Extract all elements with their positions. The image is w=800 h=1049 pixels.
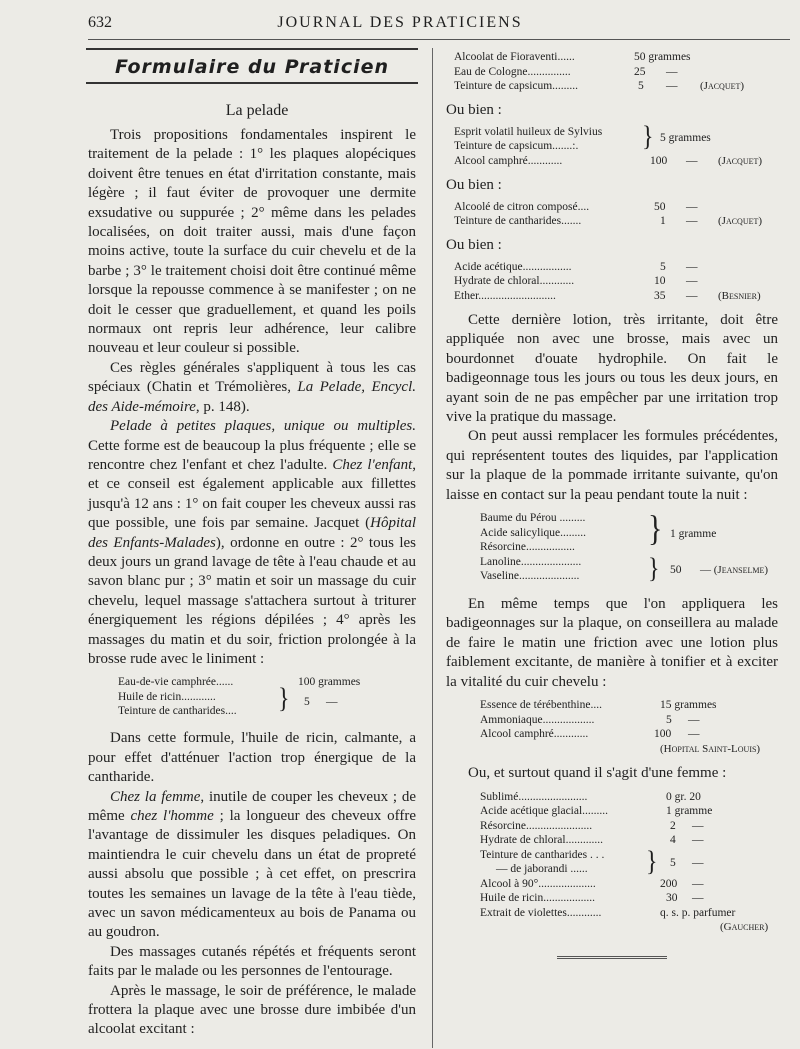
rx-row: Ammoniaque.................. 5 — <box>480 713 700 726</box>
alternative-label: Ou bien : <box>446 236 502 253</box>
rx-row: Sublimé........................ 0 gr. 20 <box>480 790 701 803</box>
rx-row: Hydrate de chloral............ 10 — <box>454 275 698 287</box>
rx-row: Baume du Pérou ......... <box>480 512 586 525</box>
left-column <box>88 48 416 1040</box>
rx-row: Alcool camphré............ 100 — (Jacquet) <box>454 154 763 167</box>
prescription <box>454 200 778 229</box>
rx-row: Lanoline..................... <box>480 555 582 568</box>
rx-row: Résorcine....................... 2 — <box>480 819 704 832</box>
page-header <box>0 14 800 36</box>
paragraph: En même temps que l'on appliquera les badigeonnages sur la plaque, on conseillera au malade de faire le matin une friction avec une lotion plus faiblement excitante, de manière à tonifier et à exciter la vitalité du cuir chevelu : <box>446 596 778 690</box>
rx-row: Eau de Cologne............... 25 — <box>454 65 678 78</box>
rx-row: Teinture de capsicum.......:. <box>454 140 579 152</box>
rx-row: Teinture de cantharides . . . <box>480 848 605 861</box>
rx-row: Eau-de-vie camphrée...... 100 grammes <box>118 676 361 689</box>
rx-row: Alcool camphré............ 100 — <box>480 728 700 741</box>
rx-row: Esprit volatil huileux de Sylvius <box>454 125 603 138</box>
rx-author: (Gaucher) <box>720 921 769 933</box>
article-subtitle: La pelade <box>225 102 289 119</box>
paragraph: Ou, et surtout quand il s'agit d'une femme : <box>468 765 727 782</box>
rx-row: Alcoolé de citron composé.... 50 — <box>454 200 698 213</box>
paragraph: Dans cette formule, l'huile de ricin, calmante, a pour effet d'atténuer l'action trop énergique de la cantharide. <box>88 730 416 786</box>
paragraph: Trois propositions fondamentales inspirent le traitement de la pelade : 1° les plaques alopéciques doivent être tenues en état d'irritation constante, mais légère ; il faut éviter de provoquer une dermite exsudative ou suppurée ; 2° même dans les pelades localisées, on doit traiter aussi, mais d'une façon moins active, toute la surface du cuir chevelu et de la barbe ; 3° le traitement choisi doit être continué même lorsque la repousse commence à se manifester ; on ne doit le cesser que graduellement, et quand les poils normaux ont repris leur adhérence, leur calibre nouveau et leur couleur si possible. <box>88 127 416 357</box>
rx-row: Huile de ricin............ <box>118 690 216 703</box>
rx-row: Extrait de violettes............ q. s. p. parfumer <box>480 906 736 919</box>
section-title: Formulaire du Praticien <box>86 48 418 84</box>
rx-row: Alcool à 90°.................... 200 — <box>480 877 704 890</box>
page-number: 632 <box>88 14 112 31</box>
paragraph: Après le massage, le soir de préférence, le malade frottera la plaque avec une brosse dure imbibée d'un alcoolat excitant : <box>88 982 416 1038</box>
header-rule <box>88 39 790 40</box>
prescription: Esprit volatil huileux de Sylvius Teinture de capsicum.......:. } 5 grammes Alcool camphré............ 100 — (Jacquet) <box>454 125 778 169</box>
rx-row: Acide acétique................. 5 — <box>454 260 698 273</box>
prescription <box>454 50 778 94</box>
rx-row: — de jaborandi ...... <box>496 863 588 875</box>
column-divider <box>432 48 433 1048</box>
prescription <box>480 698 778 756</box>
paragraph: Pelade à petites plaques, unique ou multiples. Cette forme est de beaucoup la plus fréquente ; elle se rencontre chez l'enfant et chez l'adulte. Chez l'enfant, et ce conseil est également applicable aux fillettes jusqu'à 12 ans : 1° on fait couper les cheveux aussi ras que possible, une fois par semaine. Jacquet (Hôpital des Enfants-Malades), ordonne en outre : 2° tous les deux jours un grand lavage de tête à l'eau chaude et au savon blanc pur ; 3° matin et soir un massage du cuir chevelu, lequel massage s'attachera surtout à triturer énergiquement les régions dépilées ; 4° après les massages du matin et du soir, friction prolongée à la brosse rude avec le liniment : <box>88 418 417 667</box>
rx-row: Alcoolat de Fioraventi...... 50 grammes <box>454 51 691 63</box>
paragraph: Ces règles générales s'appliquent à tous les cas spéciaux (Chatin et Trémolières, La Pelade, Encycl. des Aide-mémoire, p. 148). <box>88 359 416 415</box>
rx-row: Hydrate de chloral............. 4 — <box>480 834 704 846</box>
rx-row: Acide salicylique......... <box>480 526 587 539</box>
rx-row: Acide acétique glacial......... 1 gramme <box>480 805 713 817</box>
paragraph: On peut aussi remplacer les formules précédentes, qui représentent toutes des liquides, par l'application sur la plaque de la pommade irritante suivante, qu'on laisse en contact sur la peau pendant toute la nuit : <box>446 428 778 503</box>
prescription: Sublimé........................ 0 gr. 20 Acide acétique glacial......... 1 gramme Résorcine....................... 2 — Hydrate de chloral............. 4 — Teinture de cantharides . . . — de jaborandi ...... } 5 — Alcool à 90°.................... 200 — Huile de ricin.................. 30 — Extrait de violettes............ q. s. p. parfumer (Gaucher) <box>480 790 778 936</box>
rx-row: Teinture de cantharides.... <box>118 705 237 718</box>
rx-author: (Hopital Saint-Louis) <box>660 742 761 755</box>
prescription-pommade: Baume du Pérou ......... Acide salicylique......... Résorcine................. Lanoline..................... Vaseline..................... } 1 gramme } 50 — (Jeanselme) <box>480 511 778 587</box>
end-rule <box>557 956 667 962</box>
prescription <box>454 260 778 304</box>
rx-row: Teinture de cantharides....... 1 — (Jacquet) <box>454 215 763 227</box>
right-column <box>446 48 778 962</box>
paragraph: Des massages cutanés répétés et fréquents seront faits par le malade ou les personnes de l'entourage. <box>88 943 416 980</box>
paragraph: Cette dernière lotion, très irritante, doit être appliquée non avec une brosse, mais avec un bourdonnet d'ouate hydrophile. On fait le badigeonnage tous les jours ou tous les deux jours, en ayant soin de ne pas empêcher par une irritation trop vive la pratique du massage. <box>446 312 778 426</box>
rx-row: Essence de térébenthine.... 15 grammes <box>480 699 717 712</box>
rx-row: Huile de ricin.................. 30 — <box>480 892 704 904</box>
alternative-label: Ou bien : <box>446 176 502 193</box>
rx-row: Ether........................... 35 — (Besnier) <box>454 289 761 302</box>
journal-title: JOURNAL DES PRATICIENS <box>277 14 523 31</box>
alternative-label: Ou bien : <box>446 101 502 118</box>
prescription-liniment: Eau-de-vie camphrée...... 100 grammes Huile de ricin............ Teinture de cantharides.... } 5 — <box>118 675 416 721</box>
rx-row: Résorcine................. <box>480 541 575 554</box>
paragraph: Chez la femme, inutile de couper les cheveux ; de même chez l'homme ; la longueur des cheveux offre l'avantage de dissimuler les disques peladiques. On maintiendra le cuir chevelu dans un état de propreté aussi absolu que possible ; à cet effet, on prescrira toutes les semaines un lavage de la tête à l'eau tiède, avec un savon médicamenteux au bois de Panama ou au goudron. <box>88 788 417 941</box>
rx-row: Teinture de capsicum......... 5 — (Jacquet) <box>454 80 745 92</box>
rx-row: Vaseline..................... <box>480 570 580 583</box>
